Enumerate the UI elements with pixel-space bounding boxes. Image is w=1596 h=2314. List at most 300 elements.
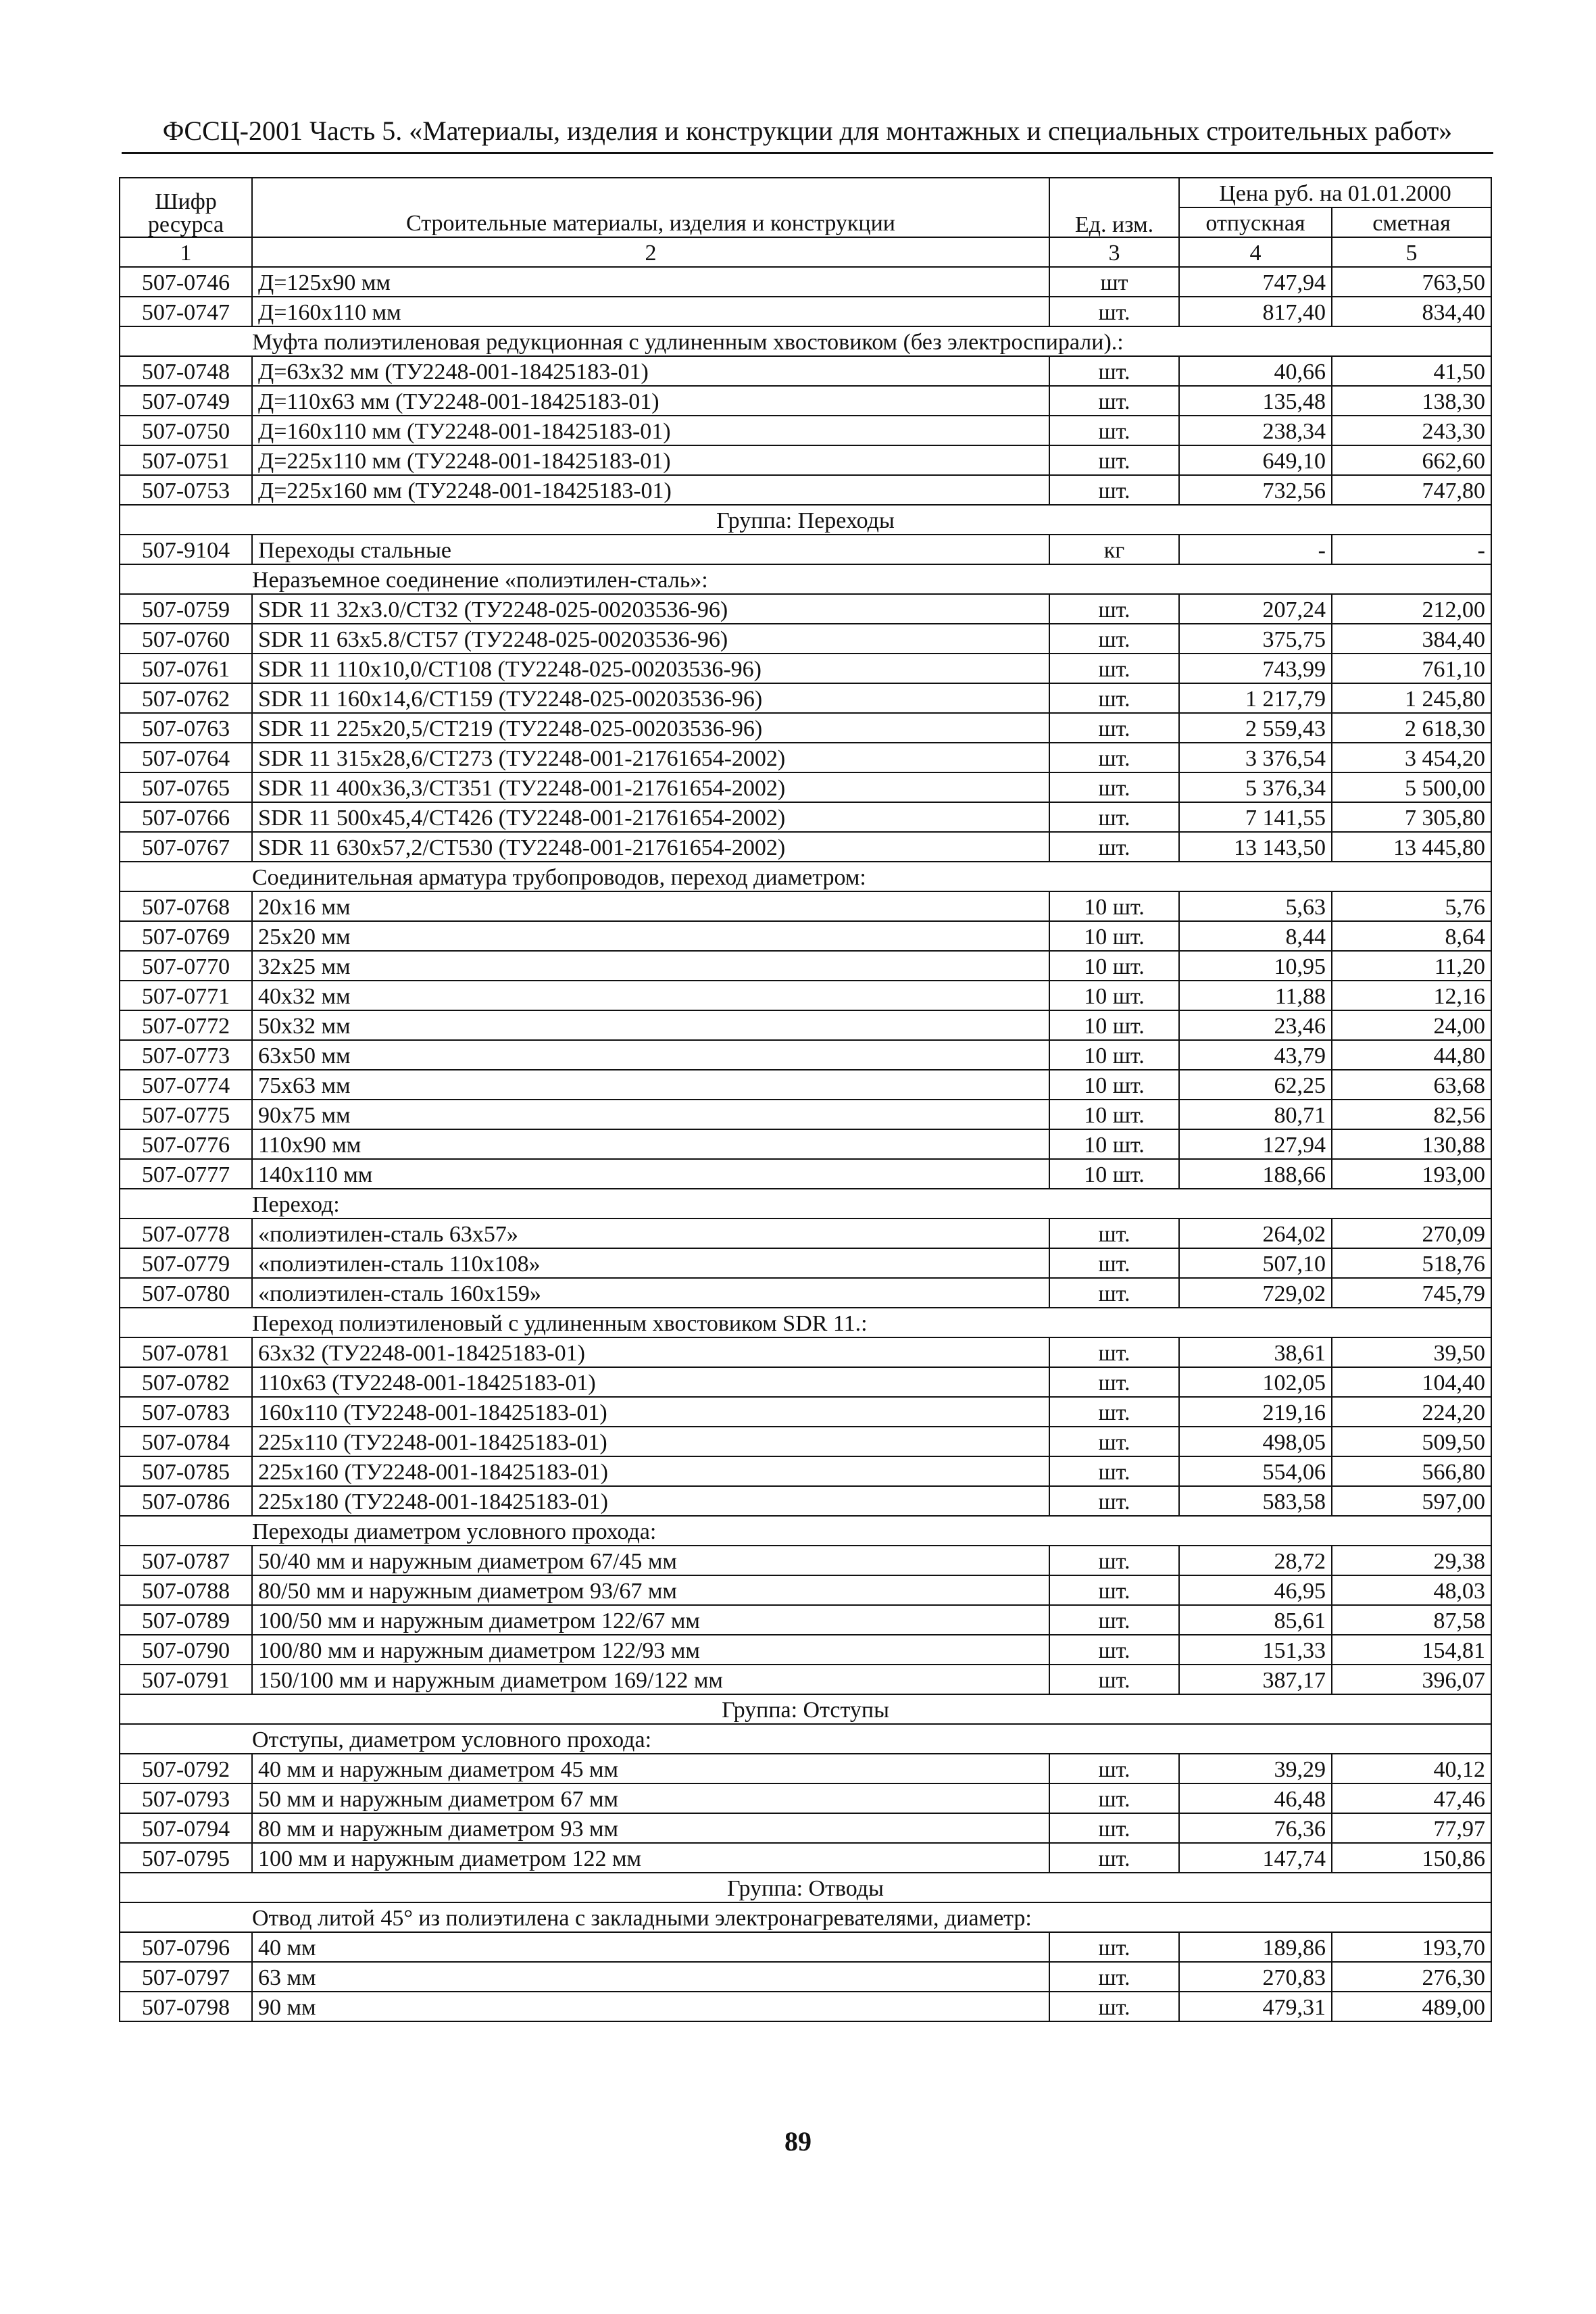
table-row [120,1040,1491,1070]
table-row [120,1278,1491,1308]
resource-code: 507-0774 [120,1070,252,1100]
material-name: 50/40 мм и наружным диаметром 67/45 мм [252,1546,1049,1575]
wholesale-price: 1 217,79 [1179,683,1332,713]
wholesale-price: 147,74 [1179,1843,1332,1873]
material-name: 90х75 мм [252,1100,1049,1129]
table-row [120,445,1491,475]
table-row [120,1486,1491,1516]
col-price-header: Цена руб. на 01.01.2000 [1179,178,1491,207]
col-wholesale-header: отпускная [1179,207,1332,237]
material-name: Д=225х110 мм (ТУ2248-001-18425183-01) [252,445,1049,475]
estimate-price: 1 245,80 [1332,683,1491,713]
unit-of-measure: шт. [1049,1665,1179,1694]
table-row [120,921,1491,951]
material-name: 100/80 мм и наружным диаметром 122/93 мм [252,1635,1049,1665]
resource-code: 507-0794 [120,1813,252,1843]
estimate-price: 104,40 [1332,1367,1491,1397]
unit-of-measure: 10 шт. [1049,1070,1179,1100]
resource-code: 507-0786 [120,1486,252,1516]
resource-code: 507-9104 [120,535,252,564]
estimate-price: 745,79 [1332,1278,1491,1308]
material-name: SDR 11 63х5.8/СТ57 (ТУ2248-025-00203536-96) [252,624,1049,654]
col-code-header: Шифр ресурса [120,178,252,237]
unit-of-measure: шт. [1049,832,1179,862]
table-row [120,1010,1491,1040]
resource-code: 507-0776 [120,1129,252,1159]
material-name: 225х180 (ТУ2248-001-18425183-01) [252,1486,1049,1516]
table-row [120,1456,1491,1486]
table-row [120,1575,1491,1605]
wholesale-price: 498,05 [1179,1427,1332,1456]
wholesale-price: 387,17 [1179,1665,1332,1694]
estimate-price: 597,00 [1332,1486,1491,1516]
estimate-price: 518,76 [1332,1248,1491,1278]
table-row [120,1635,1491,1665]
estimate-price: 154,81 [1332,1635,1491,1665]
resource-code: 507-0769 [120,921,252,951]
resource-code: 507-0772 [120,1010,252,1040]
material-name: «полиэтилен-сталь 160х159» [252,1278,1049,1308]
table-row [120,386,1491,416]
material-name: 63 мм [252,1962,1049,1992]
resource-code: 507-0748 [120,356,252,386]
material-name: 225х160 (ТУ2248-001-18425183-01) [252,1456,1049,1486]
material-name: 40 мм и наружным диаметром 45 мм [252,1754,1049,1783]
material-name: 40 мм [252,1932,1049,1962]
col-unit-header: Ед. изм. [1049,178,1179,237]
table-row [120,802,1491,832]
estimate-price: 276,30 [1332,1962,1491,1992]
material-name: SDR 11 630х57,2/СТ530 (ТУ2248-001-21761654-2002) [252,832,1049,862]
subheading-text: Соединительная арматура трубопроводов, переход диаметром: [252,862,1491,891]
table-row [120,624,1491,654]
estimate-price: 3 454,20 [1332,743,1491,772]
material-name: SDR 11 400х36,3/СТ351 (ТУ2248-001-21761654-2002) [252,772,1049,802]
col-number-5: 5 [1332,237,1491,267]
unit-of-measure: шт. [1049,297,1179,326]
unit-of-measure: шт. [1049,1367,1179,1397]
estimate-price: 5,76 [1332,891,1491,921]
unit-of-measure: шт. [1049,356,1179,386]
wholesale-price: - [1179,535,1332,564]
estimate-price: - [1332,535,1491,564]
unit-of-measure: шт. [1049,1337,1179,1367]
estimate-price: 566,80 [1332,1456,1491,1486]
resource-code: 507-0771 [120,981,252,1010]
table-row [120,1546,1491,1575]
wholesale-price: 7 141,55 [1179,802,1332,832]
subheading-code-cell [120,1189,252,1218]
unit-of-measure: шт. [1049,743,1179,772]
wholesale-price: 747,94 [1179,267,1332,297]
estimate-price: 662,60 [1332,445,1491,475]
subheading-row [120,1189,1491,1218]
resource-code: 507-0798 [120,1992,252,2021]
table-row [120,1100,1491,1129]
resource-code: 507-0784 [120,1427,252,1456]
resource-code: 507-0790 [120,1635,252,1665]
unit-of-measure: шт. [1049,772,1179,802]
resource-code: 507-0773 [120,1040,252,1070]
column-numbers-row [120,237,1491,267]
material-name: 100/50 мм и наружным диаметром 122/67 мм [252,1605,1049,1635]
wholesale-price: 23,46 [1179,1010,1332,1040]
wholesale-price: 46,48 [1179,1783,1332,1813]
table-row [120,743,1491,772]
material-name: 90 мм [252,1992,1049,2021]
wholesale-price: 732,56 [1179,475,1332,505]
group-heading-row [120,1873,1491,1902]
resource-code: 507-0765 [120,772,252,802]
table-row [120,1932,1491,1962]
wholesale-price: 5,63 [1179,891,1332,921]
estimate-price: 77,97 [1332,1813,1491,1843]
unit-of-measure: шт. [1049,1278,1179,1308]
wholesale-price: 10,95 [1179,951,1332,981]
subheading-code-cell [120,1724,252,1754]
unit-of-measure: шт. [1049,1754,1179,1783]
subheading-text: Переходы диаметром условного прохода: [252,1516,1491,1546]
estimate-price: 12,16 [1332,981,1491,1010]
wholesale-price: 817,40 [1179,297,1332,326]
unit-of-measure: шт. [1049,1575,1179,1605]
group-heading-row [120,1694,1491,1724]
estimate-price: 47,46 [1332,1783,1491,1813]
subheading-code-cell [120,1516,252,1546]
table-body [120,267,1491,2021]
unit-of-measure: шт. [1049,1397,1179,1427]
wholesale-price: 13 143,50 [1179,832,1332,862]
estimate-price: 41,50 [1332,356,1491,386]
table-header [120,178,1491,267]
resource-code: 507-0766 [120,802,252,832]
wholesale-price: 264,02 [1179,1218,1332,1248]
wholesale-price: 40,66 [1179,356,1332,386]
subheading-code-cell [120,1902,252,1932]
estimate-price: 7 305,80 [1332,802,1491,832]
material-name: 110х90 мм [252,1129,1049,1159]
table-row [120,683,1491,713]
unit-of-measure: шт. [1049,594,1179,624]
resource-code: 507-0788 [120,1575,252,1605]
unit-of-measure: шт. [1049,1992,1179,2021]
resource-code: 507-0767 [120,832,252,862]
col-number-3: 3 [1049,237,1179,267]
wholesale-price: 207,24 [1179,594,1332,624]
unit-of-measure: шт. [1049,1932,1179,1962]
estimate-price: 509,50 [1332,1427,1491,1456]
table-row [120,1605,1491,1635]
subheading-code-cell [120,862,252,891]
table-row [120,1397,1491,1427]
resource-code: 507-0781 [120,1337,252,1367]
estimate-price: 39,50 [1332,1337,1491,1367]
unit-of-measure: шт. [1049,713,1179,743]
resource-code: 507-0789 [120,1605,252,1635]
table-row [120,951,1491,981]
wholesale-price: 375,75 [1179,624,1332,654]
wholesale-price: 507,10 [1179,1248,1332,1278]
material-name: SDR 11 110х10,0/СТ108 (ТУ2248-025-00203536-96) [252,654,1049,683]
resource-code: 507-0768 [120,891,252,921]
material-name: SDR 11 32х3.0/СТ32 (ТУ2248-025-00203536-96) [252,594,1049,624]
wholesale-price: 583,58 [1179,1486,1332,1516]
resource-code: 507-0795 [120,1843,252,1873]
estimate-price: 834,40 [1332,297,1491,326]
resource-code: 507-0783 [120,1397,252,1427]
unit-of-measure: шт. [1049,624,1179,654]
subheading-code-cell [120,564,252,594]
table-row [120,981,1491,1010]
resource-code: 507-0782 [120,1367,252,1397]
table-row [120,1962,1491,1992]
material-name: 150/100 мм и наружным диаметром 169/122 мм [252,1665,1049,1694]
material-name: «полиэтилен-сталь 63х57» [252,1218,1049,1248]
subheading-code-cell [120,326,252,356]
table-row [120,1218,1491,1248]
wholesale-price: 39,29 [1179,1754,1332,1783]
wholesale-price: 62,25 [1179,1070,1332,1100]
unit-of-measure: шт. [1049,1218,1179,1248]
material-name: 20х16 мм [252,891,1049,921]
wholesale-price: 270,83 [1179,1962,1332,1992]
table-row [120,1129,1491,1159]
unit-of-measure: шт. [1049,386,1179,416]
material-name: 140х110 мм [252,1159,1049,1189]
unit-of-measure: 10 шт. [1049,1129,1179,1159]
col-number-4: 4 [1179,237,1332,267]
subheading-row [120,1308,1491,1337]
group-heading-row [120,505,1491,535]
estimate-price: 138,30 [1332,386,1491,416]
unit-of-measure: шт. [1049,654,1179,683]
unit-of-measure: шт. [1049,445,1179,475]
estimate-price: 224,20 [1332,1397,1491,1427]
unit-of-measure: 10 шт. [1049,1040,1179,1070]
subheading-row [120,1516,1491,1546]
wholesale-price: 46,95 [1179,1575,1332,1605]
material-name: Переходы стальные [252,535,1049,564]
estimate-price: 747,80 [1332,475,1491,505]
estimate-price: 8,64 [1332,921,1491,951]
table-row [120,297,1491,326]
unit-of-measure: шт. [1049,1843,1179,1873]
estimate-price: 2 618,30 [1332,713,1491,743]
wholesale-price: 80,71 [1179,1100,1332,1129]
subheading-row [120,1902,1491,1932]
resource-code: 507-0777 [120,1159,252,1189]
material-name: 63х32 (ТУ2248-001-18425183-01) [252,1337,1049,1367]
wholesale-price: 3 376,54 [1179,743,1332,772]
resource-code: 507-0797 [120,1962,252,1992]
table-row [120,594,1491,624]
group-heading: Группа: Отступы [120,1694,1491,1724]
table-row [120,891,1491,921]
wholesale-price: 127,94 [1179,1129,1332,1159]
unit-of-measure: шт. [1049,1635,1179,1665]
material-name: 80 мм и наружным диаметром 93 мм [252,1813,1049,1843]
table-row [120,832,1491,862]
col-estimate-header: сметная [1332,207,1491,237]
wholesale-price: 151,33 [1179,1635,1332,1665]
resource-code: 507-0762 [120,683,252,713]
estimate-price: 44,80 [1332,1040,1491,1070]
estimate-price: 489,00 [1332,1992,1491,2021]
resource-code: 507-0761 [120,654,252,683]
subheading-text: Переход полиэтиленовый с удлиненным хвостовиком SDR 11.: [252,1308,1491,1337]
resource-code: 507-0793 [120,1783,252,1813]
wholesale-price: 8,44 [1179,921,1332,951]
estimate-price: 63,68 [1332,1070,1491,1100]
resource-code: 507-0785 [120,1456,252,1486]
estimate-price: 212,00 [1332,594,1491,624]
unit-of-measure: шт. [1049,1486,1179,1516]
resource-code: 507-0775 [120,1100,252,1129]
material-name: SDR 11 500х45,4/СТ426 (ТУ2248-001-21761654-2002) [252,802,1049,832]
table-row [120,772,1491,802]
table-row [120,1367,1491,1397]
resource-code: 507-0746 [120,267,252,297]
estimate-price: 82,56 [1332,1100,1491,1129]
subheading-text: Отвод литой 45° из полиэтилена с закладными электронагревателями, диаметр: [252,1902,1491,1932]
material-name: 75х63 мм [252,1070,1049,1100]
table-row [120,1992,1491,2021]
table-row [120,267,1491,297]
wholesale-price: 85,61 [1179,1605,1332,1635]
table-row [120,1783,1491,1813]
estimate-price: 396,07 [1332,1665,1491,1694]
unit-of-measure: 10 шт. [1049,981,1179,1010]
unit-of-measure: шт. [1049,1456,1179,1486]
unit-of-measure: шт. [1049,1605,1179,1635]
estimate-price: 130,88 [1332,1129,1491,1159]
resource-code: 507-0796 [120,1932,252,1962]
material-name: 80/50 мм и наружным диаметром 93/67 мм [252,1575,1049,1605]
estimate-price: 763,50 [1332,267,1491,297]
unit-of-measure: шт. [1049,683,1179,713]
resource-code: 507-0787 [120,1546,252,1575]
page-header: ФССЦ-2001 Часть 5. «Материалы, изделия и конструкции для монтажных и специальных строительных работ» [162,116,1453,146]
unit-of-measure: шт. [1049,1962,1179,1992]
table-row [120,1843,1491,1873]
wholesale-price: 554,06 [1179,1456,1332,1486]
table-row [120,1665,1491,1694]
estimate-price: 270,09 [1332,1218,1491,1248]
estimate-price: 243,30 [1332,416,1491,445]
resource-code: 507-0778 [120,1218,252,1248]
wholesale-price: 28,72 [1179,1546,1332,1575]
unit-of-measure: шт. [1049,1783,1179,1813]
table-row [120,416,1491,445]
material-name: 50х32 мм [252,1010,1049,1040]
material-name: 160х110 (ТУ2248-001-18425183-01) [252,1397,1049,1427]
subheading-code-cell [120,1308,252,1337]
unit-of-measure: 10 шт. [1049,891,1179,921]
estimate-price: 193,00 [1332,1159,1491,1189]
col-number-2: 2 [252,237,1049,267]
material-name: Д=225х160 мм (ТУ2248-001-18425183-01) [252,475,1049,505]
subheading-text: Неразъемное соединение «полиэтилен-сталь»: [252,564,1491,594]
estimate-price: 5 500,00 [1332,772,1491,802]
unit-of-measure: 10 шт. [1049,921,1179,951]
subheading-row [120,564,1491,594]
table-row [120,1070,1491,1100]
resource-code: 507-0770 [120,951,252,981]
resource-code: 507-0747 [120,297,252,326]
material-name: Д=125х90 мм [252,267,1049,297]
resource-code: 507-0760 [120,624,252,654]
resource-code: 507-0763 [120,713,252,743]
resource-code: 507-0792 [120,1754,252,1783]
material-name: SDR 11 225х20,5/СТ219 (ТУ2248-025-00203536-96) [252,713,1049,743]
table-row [120,475,1491,505]
estimate-price: 11,20 [1332,951,1491,981]
resource-code: 507-0751 [120,445,252,475]
resource-code: 507-0759 [120,594,252,624]
material-name: SDR 11 315х28,6/СТ273 (ТУ2248-001-21761654-2002) [252,743,1049,772]
wholesale-price: 2 559,43 [1179,713,1332,743]
price-table [119,177,1492,2022]
resource-code: 507-0779 [120,1248,252,1278]
table-row [120,1427,1491,1456]
unit-of-measure: шт. [1049,1813,1179,1843]
resource-code: 507-0753 [120,475,252,505]
estimate-price: 13 445,80 [1332,832,1491,862]
material-name: 32х25 мм [252,951,1049,981]
page-number: 89 [784,2126,812,2157]
estimate-price: 40,12 [1332,1754,1491,1783]
unit-of-measure: 10 шт. [1049,1010,1179,1040]
unit-of-measure: шт. [1049,416,1179,445]
wholesale-price: 76,36 [1179,1813,1332,1843]
material-name: «полиэтилен-сталь 110х108» [252,1248,1049,1278]
estimate-price: 193,70 [1332,1932,1491,1962]
unit-of-measure: шт. [1049,802,1179,832]
subheading-text: Переход: [252,1189,1491,1218]
table-row [120,654,1491,683]
unit-of-measure: шт. [1049,475,1179,505]
material-name: 25х20 мм [252,921,1049,951]
unit-of-measure: кг [1049,535,1179,564]
wholesale-price: 238,34 [1179,416,1332,445]
wholesale-price: 102,05 [1179,1367,1332,1397]
estimate-price: 24,00 [1332,1010,1491,1040]
subheading-text: Муфта полиэтиленовая редукционная с удлиненным хвостовиком (без электроспирали).: [252,326,1491,356]
material-name: 50 мм и наружным диаметром 67 мм [252,1783,1049,1813]
resource-code: 507-0749 [120,386,252,416]
wholesale-price: 38,61 [1179,1337,1332,1367]
estimate-price: 48,03 [1332,1575,1491,1605]
unit-of-measure: шт. [1049,1427,1179,1456]
estimate-price: 761,10 [1332,654,1491,683]
wholesale-price: 5 376,34 [1179,772,1332,802]
unit-of-measure: шт. [1049,1546,1179,1575]
col-name-header: Строительные материалы, изделия и конструкции [252,178,1049,237]
wholesale-price: 479,31 [1179,1992,1332,2021]
unit-of-measure: 10 шт. [1049,951,1179,981]
table-row [120,713,1491,743]
wholesale-price: 11,88 [1179,981,1332,1010]
material-name: 110х63 (ТУ2248-001-18425183-01) [252,1367,1049,1397]
wholesale-price: 43,79 [1179,1040,1332,1070]
wholesale-price: 729,02 [1179,1278,1332,1308]
table-row [120,1337,1491,1367]
table-row [120,535,1491,564]
resource-code: 507-0750 [120,416,252,445]
material-name: 63х50 мм [252,1040,1049,1070]
table-row [120,1754,1491,1783]
material-name: Д=160х110 мм [252,297,1049,326]
